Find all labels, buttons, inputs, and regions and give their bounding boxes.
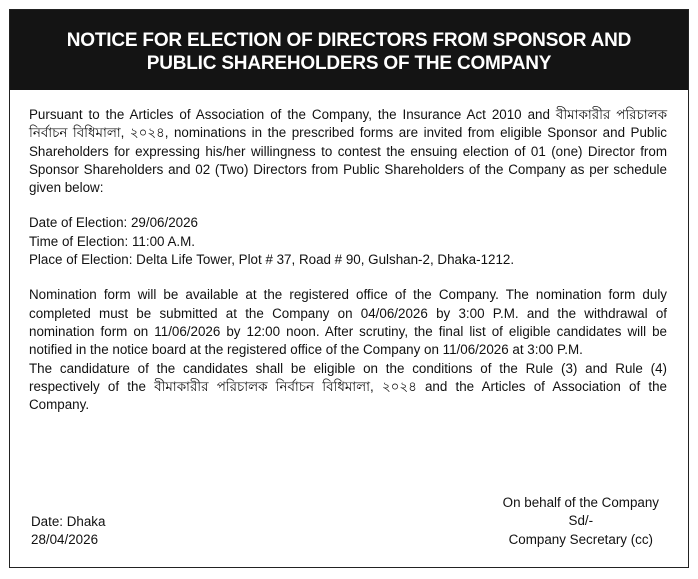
title-line-2: PUBLIC SHAREHOLDERS OF THE COMPANY xyxy=(146,53,552,74)
election-date: Date of Election: 29/06/2026 xyxy=(29,215,198,231)
notice-body xyxy=(29,106,667,414)
on-behalf-text: On behalf of the Company xyxy=(502,495,659,510)
date-block xyxy=(31,513,105,550)
nomination-paragraph: Nomination form will be available at the registered office of the Company. The nomination form duly completed must be submitted at the Company on 04/06/2026 by 3:00 P.M. and the withdrawal of nomination form on 11/06/2026 by 12:00 noon. After scrutiny, the final list of eligible candidates will be notified in the notice board at the registered office of the Company on 11/06/2026 at 3:00 P.M. xyxy=(29,287,667,358)
election-time: Time of Election: 11:00 A.M. xyxy=(29,233,195,249)
signatory-title: Company Secretary (cc) xyxy=(508,531,654,547)
intro-paragraph: Pursuant to the Articles of Association of the Company, the Insurance Act 2010 and বীমাকারীর পরিচালক নির্বাচন বিধিমালা, ২০২৪, nominations in the prescribed forms are invited from eligible Sponsor and Public Shareholders for expressing his/her willingness to contest the ensuing election of 01 (one) Director from Sponsor Shareholders and 02 (Two) Directors from Public Shareholders of the Company as per schedule given below: xyxy=(29,107,667,196)
candidature-paragraph: The candidature of the candidates shall be eligible on the conditions of the Rule (3) and Rule (4) respectively of the বীমাকারীর পরিচালক নির্বাচন বিধিমালা, ২০২৪ and the Articles of Association of the Company. xyxy=(29,360,667,413)
title-line-1: NOTICE FOR ELECTION OF DIRECTORS FROM SPONSOR AND xyxy=(66,30,632,51)
date-place: Date: Dhaka xyxy=(31,514,106,529)
signed-mark: Sd/- xyxy=(568,513,594,529)
notice-date: 28/04/2026 xyxy=(31,532,99,548)
election-place: Place of Election: Delta Life Tower, Plot # 37, Road # 90, Gulshan-2, Dhaka-1212. xyxy=(29,252,515,268)
signature-block xyxy=(503,494,659,549)
notice-title xyxy=(10,10,688,90)
notice-frame xyxy=(9,9,689,568)
